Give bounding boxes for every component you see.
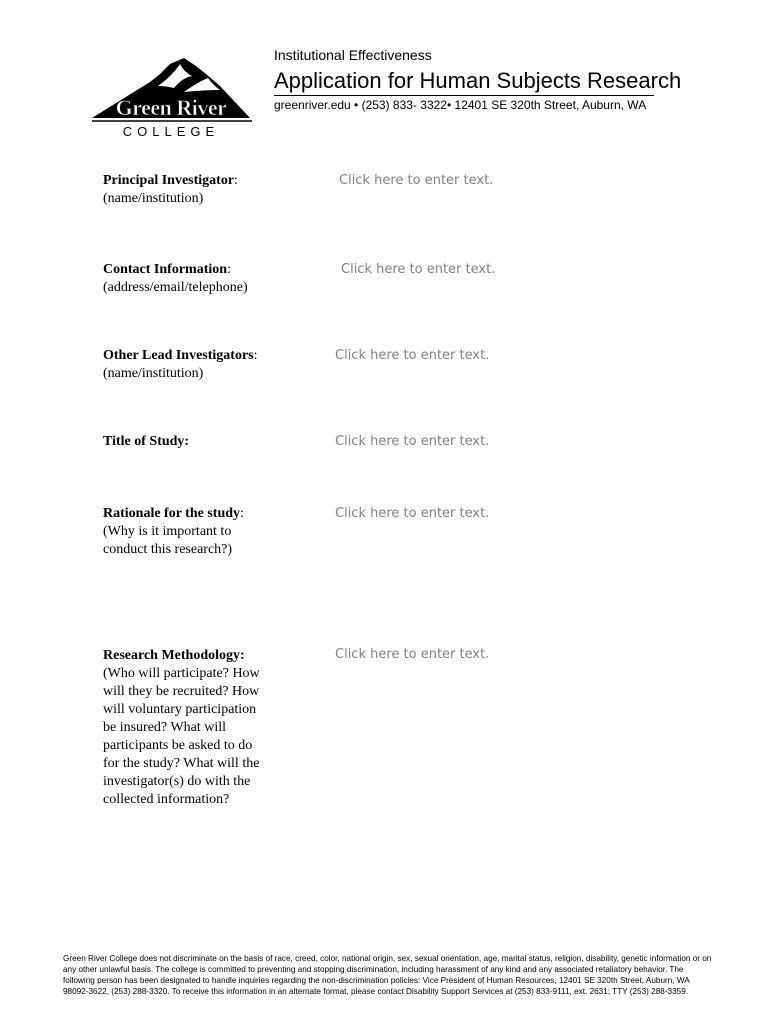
- contact-information-input[interactable]: Click here to enter text.: [341, 262, 496, 277]
- rationale-label: [103, 505, 263, 559]
- field-label: Research Methodology:: [103, 648, 245, 663]
- department-name: Institutional Effectiveness: [274, 47, 432, 63]
- field-label: Other Lead Investigators: [103, 348, 254, 363]
- field-label: Title of Study:: [103, 434, 190, 449]
- logo-college-text: COLLEGE: [122, 124, 220, 139]
- field-label-suffix: :: [253, 348, 258, 363]
- rationale-input[interactable]: Click here to enter text.: [335, 506, 490, 521]
- field-hint: (Who will participate? How will they be recruited? How will voluntary participation be insured? What will participants be asked to do for the study? What will the investigator(s) do with the collected information?: [103, 666, 260, 807]
- field-label: Principal Investigator: [103, 173, 235, 188]
- contact-information-label: [103, 261, 273, 297]
- field-label-suffix: :: [240, 506, 244, 521]
- field-hint: (Why is it important to conduct this research?): [103, 524, 233, 557]
- research-methodology-label: [103, 647, 265, 809]
- title-of-study-input[interactable]: Click here to enter text.: [335, 434, 490, 449]
- page-title: Application for Human Subjects Research: [274, 68, 682, 93]
- other-lead-investigators-input[interactable]: Click here to enter text.: [335, 348, 490, 363]
- field-hint: (address/email/telephone): [103, 280, 248, 295]
- other-lead-investigators-label: [103, 347, 273, 383]
- field-label: Contact Information: [103, 262, 228, 277]
- research-methodology-input[interactable]: Click here to enter text.: [335, 647, 490, 662]
- nondiscrimination-footer: Green River College does not discriminate on the basis of race, creed, color, national origin, sex, sexual orientation, age, marital status, religion, disability, genetic information or on any other unlawful basis. The college is committed to preventing and stopping discrimination, including harassment of any kind and any associated retaliatory behavior. The following person has been designated to handle inquiries regarding the non-discrimination policies: Vice President of Human Resources, 12401 SE 320th Street, Auburn, WA 98092-3622, (253) 288-3320. To receive this information in an alternate format, please contact Disability Support Services at (253) 833-9111, ext. 2631; TTY (253) 288-3359.: [63, 954, 712, 996]
- principal-investigator-input[interactable]: Click here to enter text.: [339, 173, 494, 188]
- title-of-study-label: [103, 433, 273, 451]
- field-label-suffix: :: [234, 173, 238, 188]
- logo-wordmark: Green River: [115, 95, 227, 120]
- field-hint: (name/institution): [103, 191, 204, 206]
- field-hint: (name/institution): [103, 366, 204, 381]
- principal-investigator-label: [103, 172, 273, 208]
- field-label: Rationale for the study: [103, 506, 241, 521]
- contact-line: greenriver.edu • (253) 833- 3322• 12401 SE 320th Street, Auburn, WA: [274, 98, 647, 112]
- title-underline: [274, 95, 654, 96]
- field-label-suffix: :: [227, 262, 231, 277]
